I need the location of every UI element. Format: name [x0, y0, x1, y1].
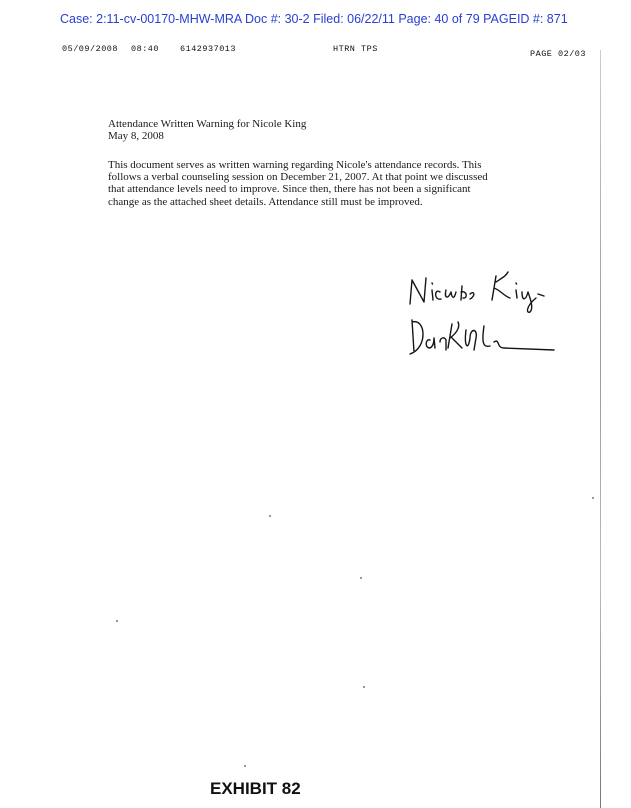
letter-body-line: This document serves as written warning regarding Nicole's attendance records. This: [108, 159, 482, 171]
fax-phone: 6142937013: [180, 44, 237, 54]
letter-body-line: follows a verbal counseling session on December 21, 2007. At that point we discussed: [108, 171, 488, 184]
fax-date: 05/09/2008: [62, 44, 119, 54]
handwritten-signatures: [404, 268, 584, 368]
scan-speck: [360, 577, 362, 579]
fax-page-number: PAGE 02/03: [530, 49, 587, 59]
letter-body: [108, 159, 520, 208]
scan-speck: [363, 686, 365, 688]
scan-edge-line: [600, 50, 601, 808]
case-header: Case: 2:11-cv-00170-MHW-MRA Doc #: 30-2 Filed: 06/22/11 Page: 40 of 79 PAGEID #: 871: [60, 12, 568, 26]
letter-body-line: that attendance levels need to improve. Since then, there has not been a significant: [108, 183, 471, 196]
letter-title: Attendance Written Warning for Nicole King: [108, 118, 307, 130]
scan-speck: [269, 515, 271, 517]
scan-speck: [592, 497, 594, 499]
letter-date: May 8, 2008: [108, 130, 164, 142]
letter-body-line: change as the attached sheet details. Attendance still must be improved.: [108, 195, 423, 208]
scan-speck: [244, 765, 246, 767]
fax-time: 08:40: [131, 44, 160, 54]
signature-second: [410, 320, 554, 354]
signature-nicole-king: [410, 272, 544, 312]
fax-sender: HTRN TPS: [333, 44, 378, 54]
scan-speck: [116, 620, 118, 622]
exhibit-label: EXHIBIT 82: [210, 779, 301, 798]
fax-header: [0, 44, 631, 58]
